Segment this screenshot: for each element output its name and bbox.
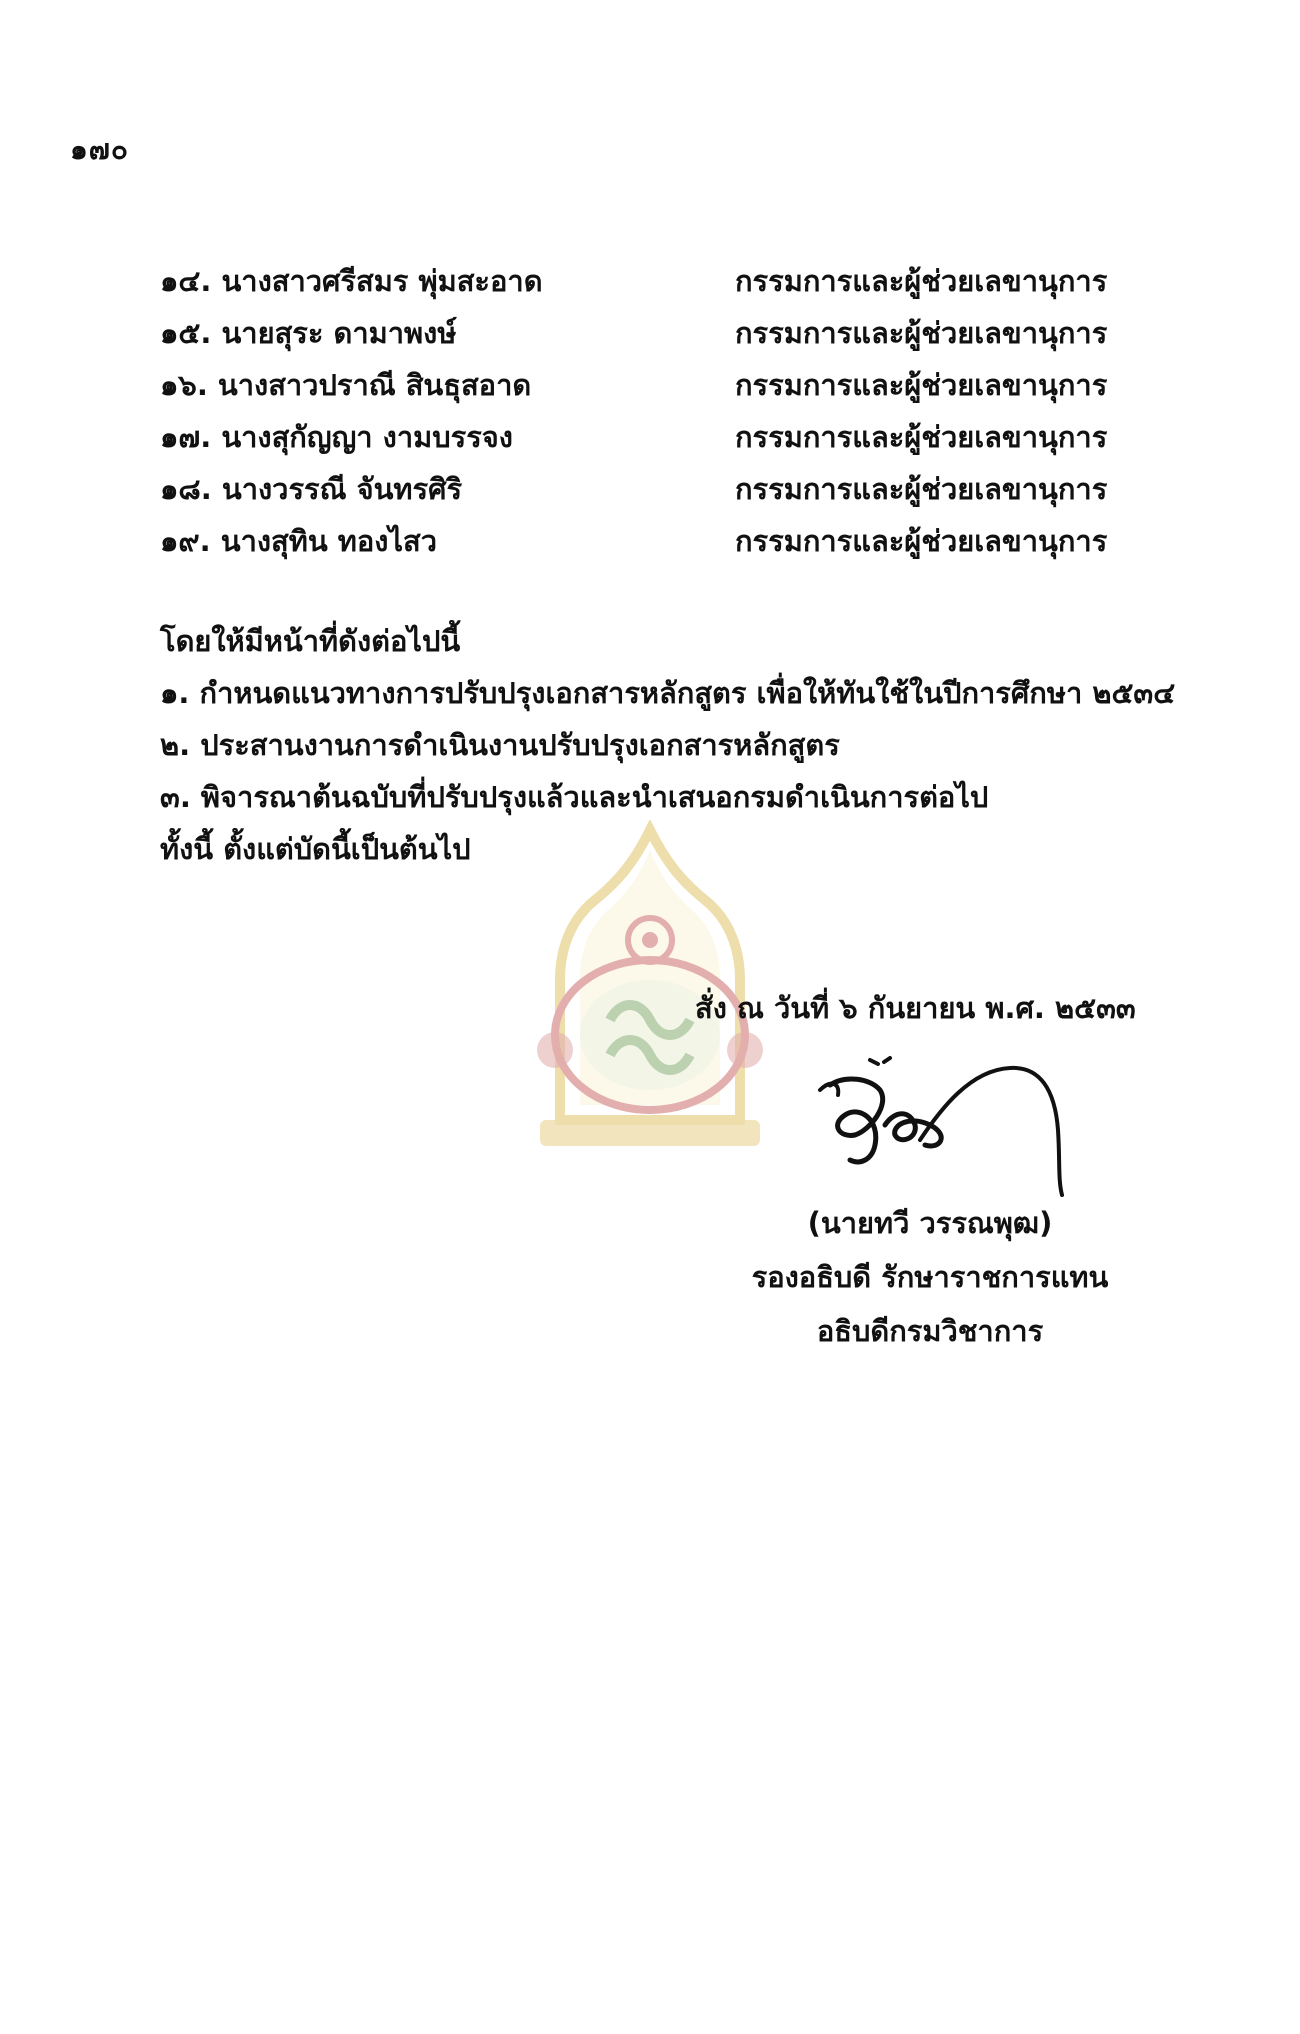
duty-item: ๒. ประสานงานการดำเนินงานปรับปรุงเอกสารหลักสูตร [160,728,840,762]
duty-item: ๑. กำหนดแนวทางการปรับปรุงเอกสารหลักสูตร เพื่อให้ทันใช้ในปีการศึกษา ๒๕๓๔ [160,676,1176,710]
duties-closing: ทั้งนี้ ตั้งแต่บัดนี้เป็นต้นไป [160,832,471,866]
member-role: กรรมการและผู้ช่วยเลขานุการ [735,524,1108,558]
signing-date: สั่ง ณ วันที่ ๖ กันยายน พ.ศ. ๒๕๓๓ [695,991,1136,1025]
page-number: ๑๗๐ [70,133,129,166]
member-name: ๑๗. นางสุกัญญา งามบรรจง [160,420,513,454]
member-row [160,518,1120,570]
member-role: กรรมการและผู้ช่วยเลขานุการ [735,368,1108,402]
member-name: ๑๙. นางสุทิน ทองไสว [160,524,438,558]
member-name: ๑๕. นายสุระ ดามาพงษ์ [160,316,457,350]
member-name: ๑๔. นางสาวศรีสมร พุ่มสะอาด [160,264,543,298]
duties-intro: โดยให้มีหน้าที่ดังต่อไปนี้ [160,624,461,658]
signatory-position: รองอธิบดี รักษาราชการแทน [751,1260,1109,1294]
signatory-office: อธิบดีกรมวิชาการ [816,1314,1044,1348]
handwritten-signature-icon [800,1050,1080,1200]
member-role: กรรมการและผู้ช่วยเลขานุการ [735,472,1108,506]
member-row [160,362,1120,414]
member-role: กรรมการและผู้ช่วยเลขานุการ [735,316,1108,350]
member-name: ๑๖. นางสาวปราณี สินธุสอาด [160,368,532,402]
duty-item: ๓. พิจารณาต้นฉบับที่ปรับปรุงแล้วและนำเสนอกรมดำเนินการต่อไป [160,780,989,814]
member-role: กรรมการและผู้ช่วยเลขานุการ [735,420,1108,454]
member-row [160,466,1120,518]
member-row [160,414,1120,466]
member-row [160,258,1120,310]
member-row [160,310,1120,362]
member-name: ๑๘. นางวรรณี จันทรศิริ [160,472,463,506]
committee-member-list [160,258,1120,570]
signatory-name: (นายทวี วรรณพุฒ) [807,1206,1053,1240]
signatory-block [700,1200,1160,1362]
member-role: กรรมการและผู้ช่วยเลขานุการ [735,264,1108,298]
